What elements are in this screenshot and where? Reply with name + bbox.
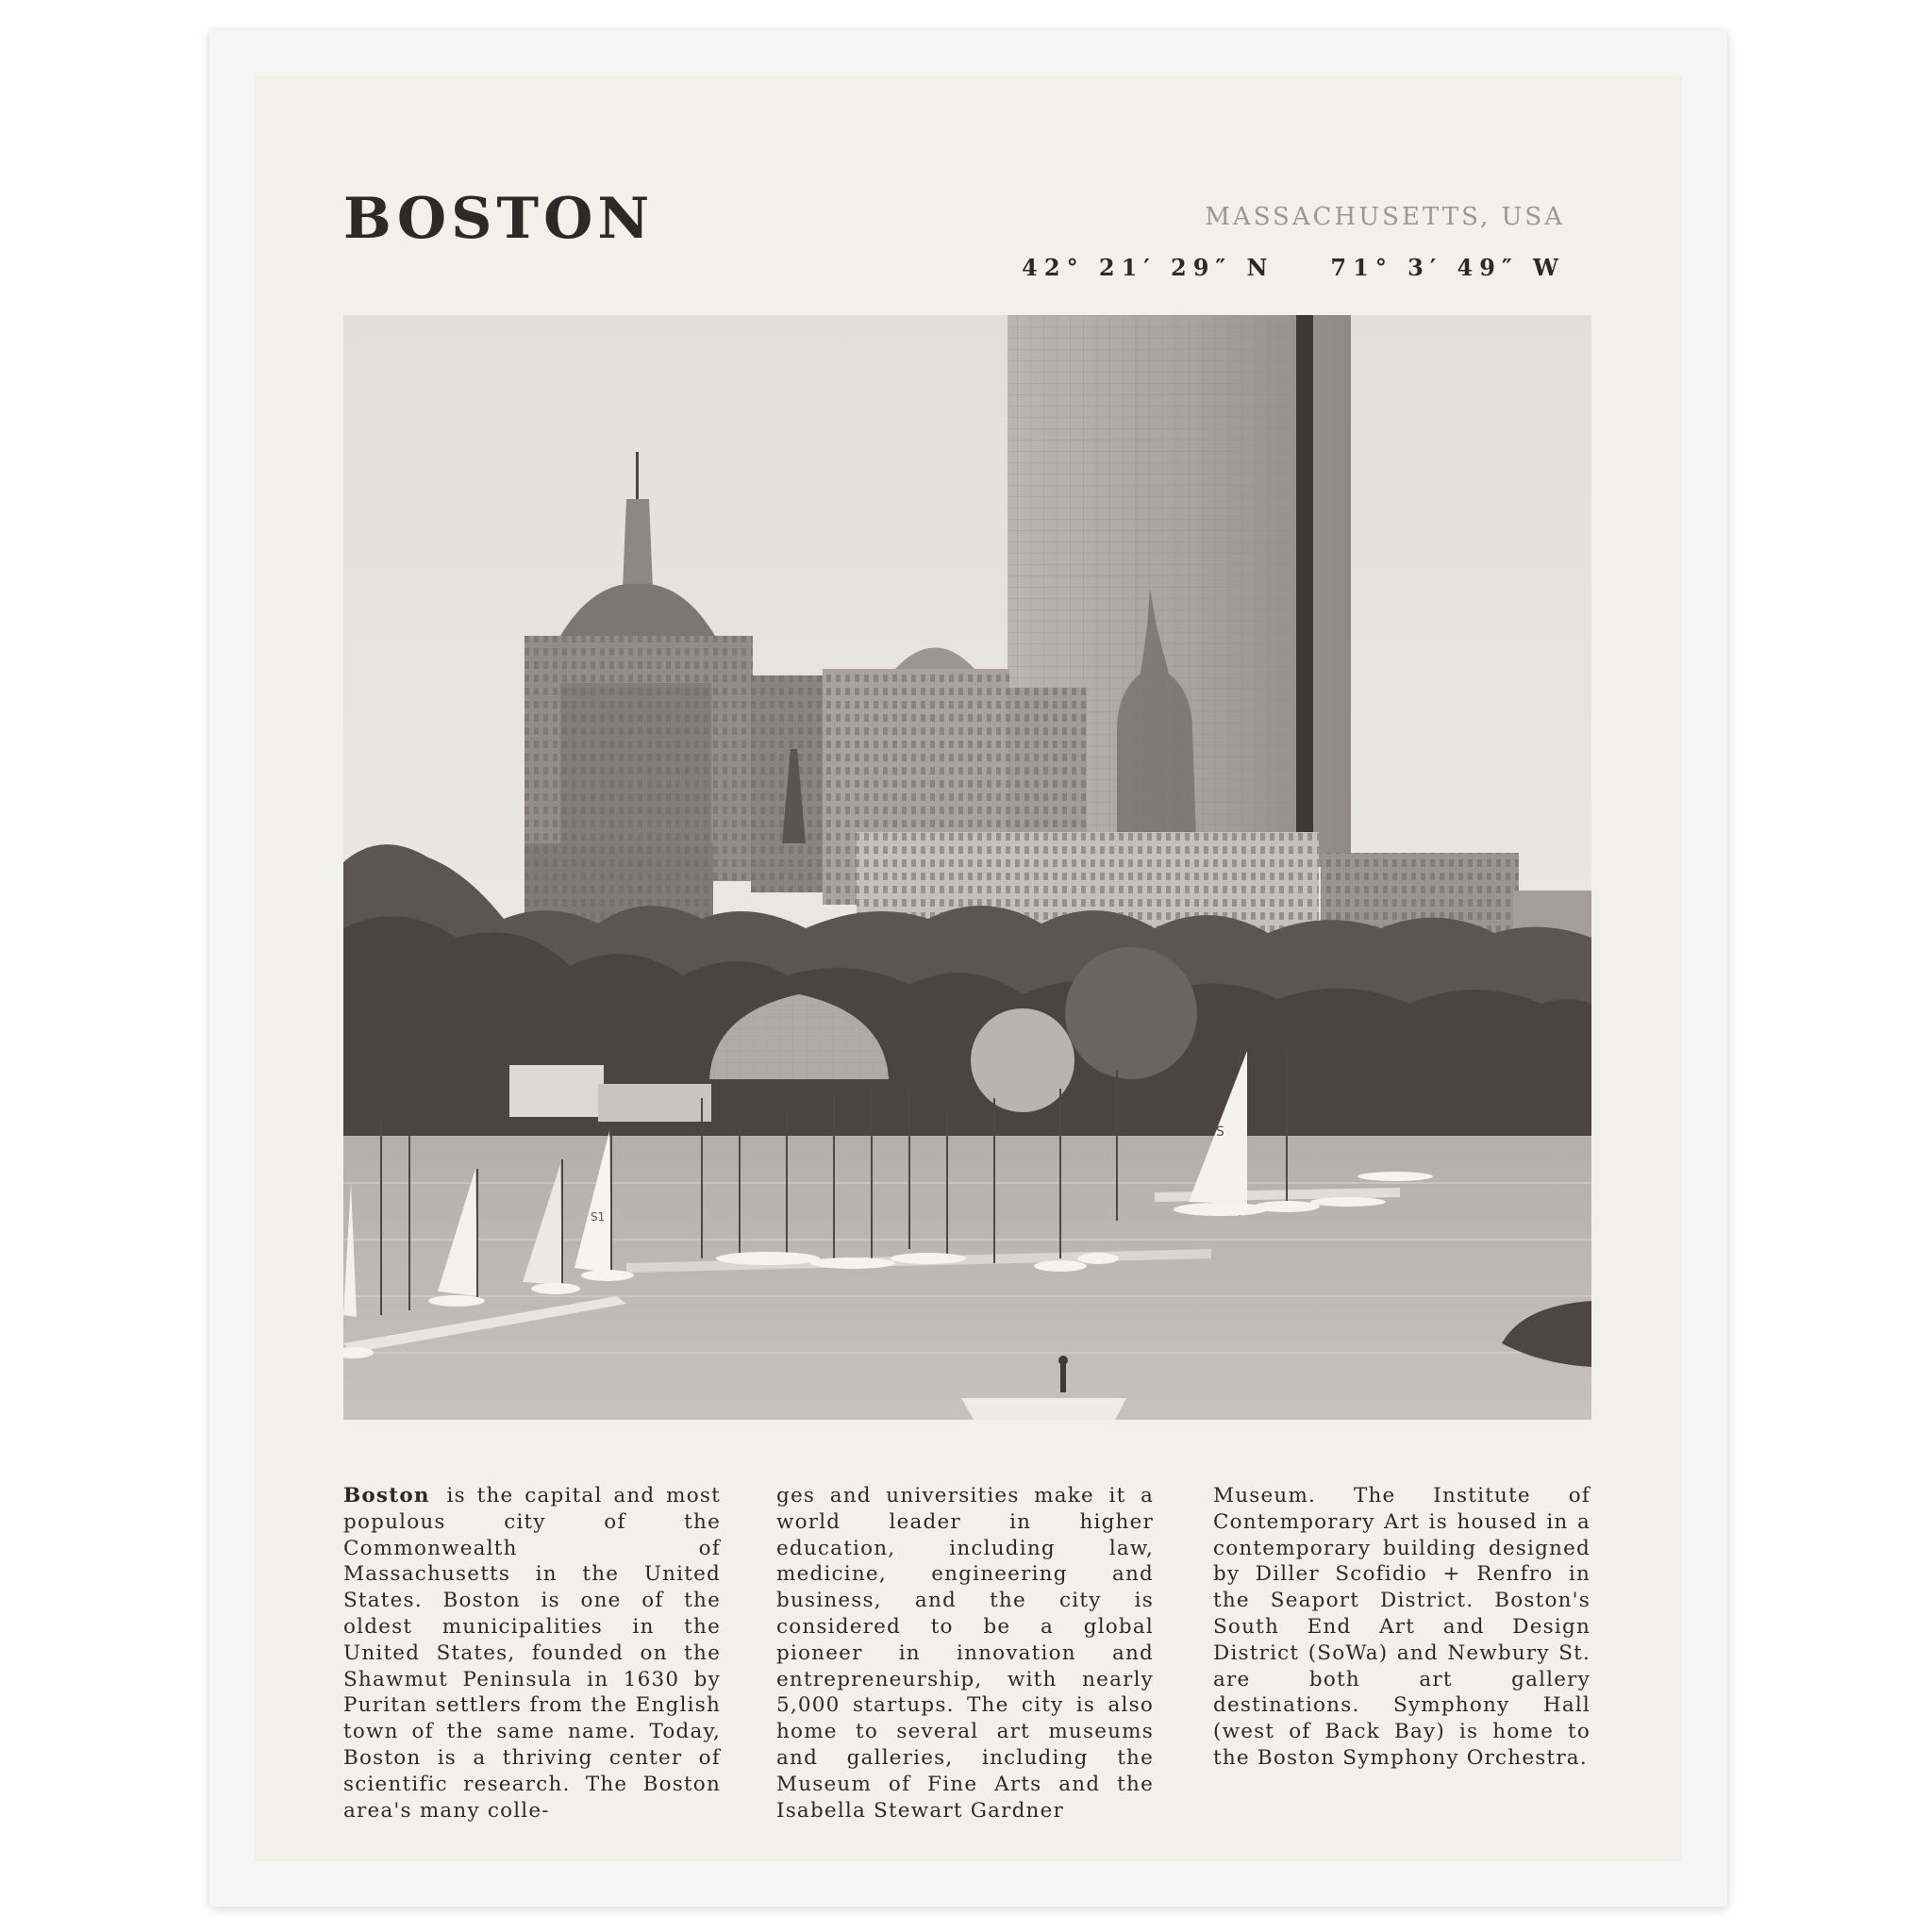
- city-title: BOSTON: [343, 186, 655, 252]
- description-column-2: [776, 1483, 1154, 1824]
- description-column-1: [343, 1483, 721, 1824]
- longitude: 71° 3′ 49″ W: [1330, 254, 1565, 281]
- description-text-2: ges and universities make it a world leader in higher education, including law, medicine, engineering and business, and the city is considered to be a global pioneer in innovation and entrepreneurship, with nearly 5,000 startups. The city is also home to several art museums and galleries, including the Museum of Fine Arts and the Isabella Stewart Gardner: [776, 1484, 1154, 1823]
- description-text-3: Museum. The Institute of Contemporary Art is housed in a contemporary building designed by Diller Scofidio + Renfro in the Seaport District. Boston's South End Art and Design District (SoWa) and Newbury St. are both art gallery destinations. Symphony Hall (west of Back Bay) is home to the Boston Symphony Orchestra.: [1213, 1484, 1591, 1770]
- skyline-illustration: [343, 315, 1591, 1420]
- region-label: MASSACHUSETTS, USA: [1205, 203, 1565, 231]
- poster-paper: [255, 75, 1682, 1861]
- sail-mark-s: S: [1216, 1124, 1224, 1140]
- description-column-3: [1213, 1483, 1591, 1772]
- sail-mark-s1: S1: [591, 1210, 606, 1224]
- lead-word: Boston: [343, 1484, 430, 1507]
- latitude: 42° 21′ 29″ N: [1022, 254, 1274, 281]
- skyline-photo: [343, 315, 1591, 1420]
- poster-frame: [209, 30, 1727, 1907]
- description-text-1: is the capital and most populous city of the Commonwealth of Massachusetts in the United States. Boston is one of the oldest municipalities in the United States, founded on the Shawmut Peninsula in 1630 by Puritan settlers from the English town of the same name. Today, Boston is a thriving center of scientific research. The Boston area's many colle-: [343, 1484, 721, 1823]
- coordinates: [1022, 254, 1565, 281]
